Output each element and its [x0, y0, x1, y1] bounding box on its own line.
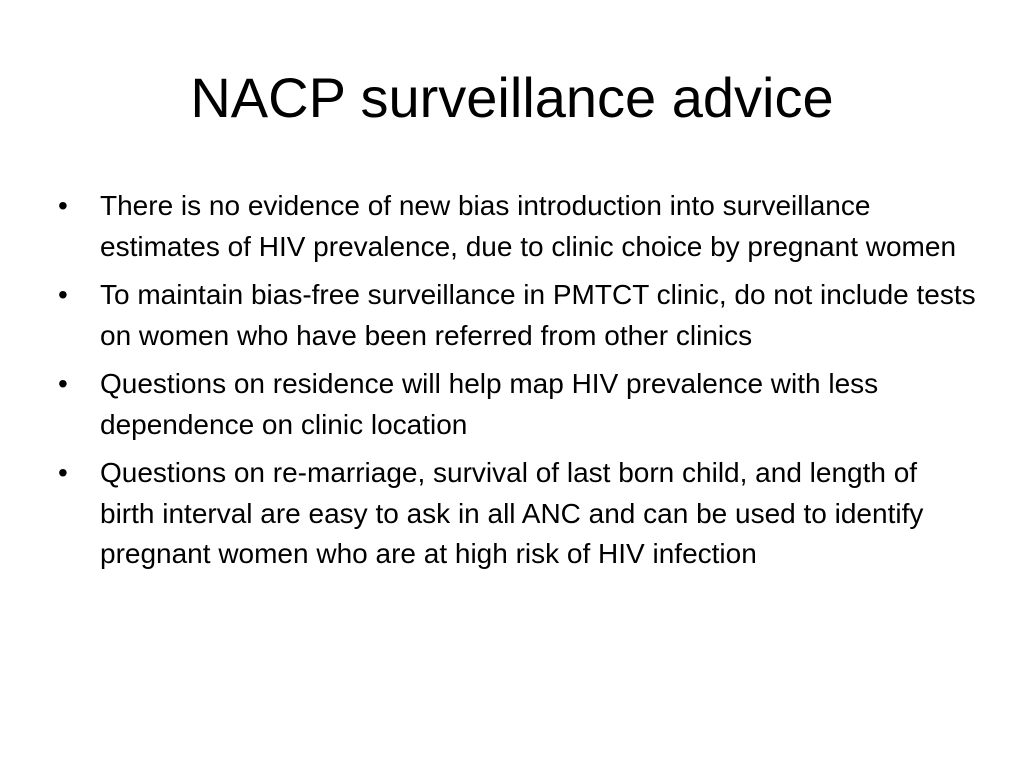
bullet-text: Questions on re-marriage, survival of last born child, and length of birth interval are easy to ask in all ANC and can be used to identify pregnant women who are at high risk of HIV infection — [100, 457, 924, 569]
bullet-list — [56, 186, 976, 583]
bullet-text: Questions on residence will help map HIV prevalence with less dependence on clinic location — [100, 368, 879, 440]
bullet-item — [56, 364, 976, 445]
bullet-item — [56, 186, 976, 267]
bullet-dot-icon: • — [58, 457, 68, 488]
bullet-dot-icon: • — [58, 190, 68, 221]
bullet-dot-icon: • — [58, 279, 68, 310]
slide-title: NACP surveillance advice — [190, 66, 834, 129]
bullet-item — [56, 275, 976, 356]
bullet-dot-icon: • — [58, 368, 68, 399]
bullet-item — [56, 453, 976, 575]
bullet-text: To maintain bias-free surveillance in PMTCT clinic, do not include tests on women who have been referred from other clinics — [100, 279, 976, 351]
bullet-text: There is no evidence of new bias introduction into surveillance estimates of HIV prevalence, due to clinic choice by pregnant women — [100, 190, 957, 262]
